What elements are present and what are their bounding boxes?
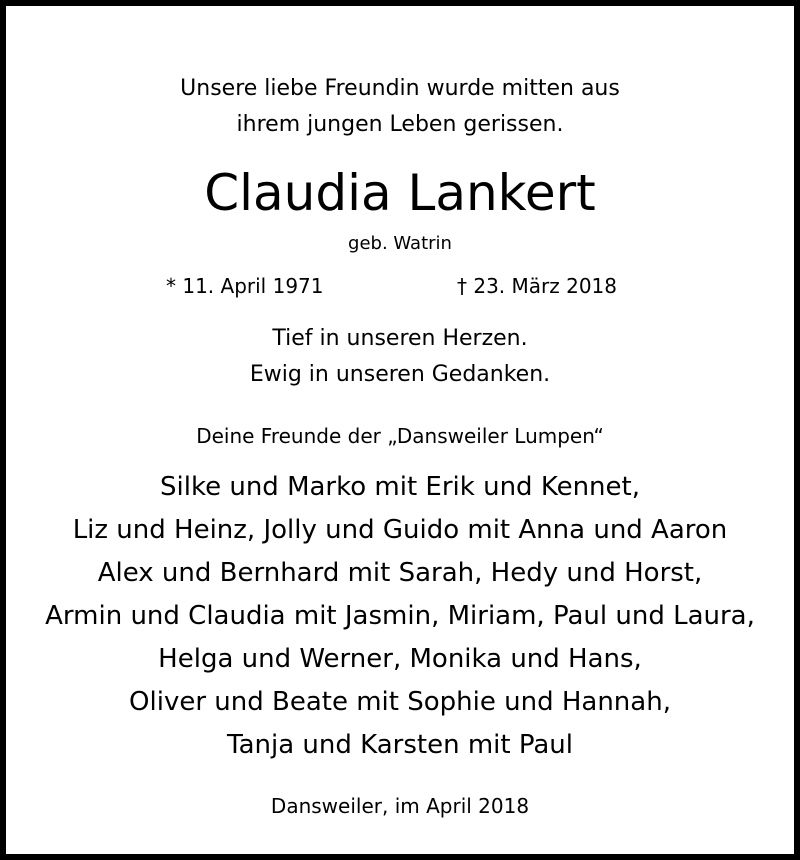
- intro-line-2: ihrem jungen Leben gerissen.: [236, 112, 564, 137]
- group-title: Deine Freunde der „Dansweiler Lumpen“: [196, 424, 604, 448]
- friends-line: Tanja und Karsten mit Paul: [227, 730, 573, 760]
- friends-line: Silke und Marko mit Erik und Kennet,: [160, 472, 640, 502]
- intro-line-1: Unsere liebe Freundin wurde mitten aus: [180, 76, 620, 101]
- friends-line: Liz und Heinz, Jolly und Guido mit Anna und Aaron: [72, 515, 728, 545]
- motto-line-1: Tief in unseren Herzen.: [272, 326, 528, 351]
- deceased-name: Claudia Lankert: [204, 164, 596, 222]
- friends-line: Alex und Bernhard mit Sarah, Hedy und Horst,: [97, 558, 703, 588]
- birth-date: * 11. April 1971: [166, 274, 324, 298]
- motto-line-2: Ewig in unseren Gedanken.: [249, 362, 551, 387]
- birth-name: geb. Watrin: [348, 233, 452, 254]
- death-date: † 23. März 2018: [457, 274, 618, 298]
- place-date: Dansweiler, im April 2018: [270, 794, 530, 818]
- friends-line: Helga und Werner, Monika und Hans,: [158, 644, 642, 674]
- friends-line: Armin und Claudia mit Jasmin, Miriam, Paul und Laura,: [45, 601, 755, 631]
- friends-line: Oliver und Beate mit Sophie und Hannah,: [129, 687, 671, 717]
